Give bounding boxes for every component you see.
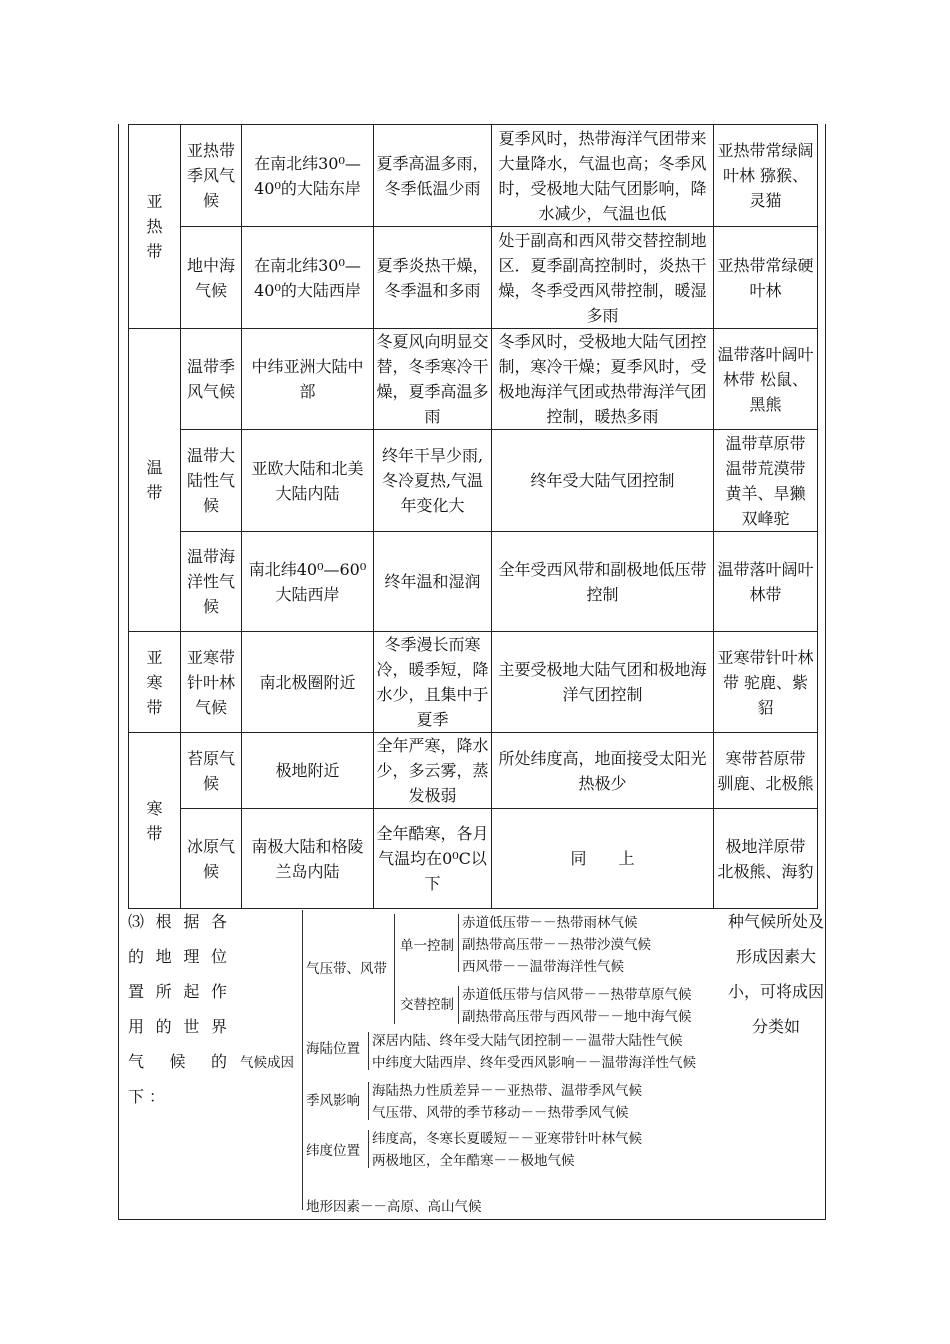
location-cell: 极地附近 [242,733,374,809]
zone-cell: 亚寒带 [129,632,181,733]
zone-cell: 亚热带 [129,125,181,329]
intro-left-text: ⑶根据各的地理位置所起作用的世界气候的下： [128,912,232,1106]
vegetation-cell: 寒带苔原带 驯鹿、北极熊 [714,733,818,809]
cause-cell: 同 上 [492,809,714,909]
features-cell: 终年温和湿润 [374,532,492,632]
group-pressure-wind: 气压带、风带 [306,961,387,977]
table-row [129,632,818,733]
vegetation-cell: 亚热带常绿硬 叶林 [714,227,818,329]
climate-name-cell: 地中海气候 [181,227,242,329]
single-control-label: 单一控制 [400,938,454,954]
cause-cell: 处于副高和西风带交替控制地区．夏季副高控制时，炎热干燥，冬季受西风带控制，暖湿多雨 [492,227,714,329]
alternate-item: 赤道低压带与信风带－－热带草原气候 [462,987,692,1003]
climate-name-cell: 温带季风气候 [181,329,242,430]
climate-name-cell: 温带大陆性气候 [181,430,242,532]
group-terrain: 地形因素－－高原、高山气候 [306,1199,482,1215]
root-bracket [302,910,303,1210]
group-sea-land: 海陆位置 [306,1041,360,1057]
zone-cell: 温带 [129,329,181,632]
location-cell: 在南北纬30⁰—40⁰的大陆东岸 [242,125,374,227]
root-label: 气候成因 [240,1055,294,1071]
cause-cell: 主要受极地大陆气团和极地海洋气团控制 [492,632,714,733]
location-cell: 南北纬40⁰—60⁰大陆西岸 [242,532,374,632]
single-bracket [458,914,459,972]
group2-item: 中纬度大陆西岸、终年受西风影响－－温带海洋性气候 [372,1055,696,1071]
cause-cell: 终年受大陆气团控制 [492,430,714,532]
table-row [129,227,818,329]
vegetation-cell: 亚热带常绿阔叶林 猕猴、灵猫 [714,125,818,227]
climate-table [128,124,818,909]
location-cell: 亚欧大陆和北美大陆内陆 [242,430,374,532]
climate-name-cell: 苔原气候 [181,733,242,809]
cause-cell: 所处纬度高，地面接受太阳光热极少 [492,733,714,809]
climate-name-cell: 亚寒带针叶林气候 [181,632,242,733]
single-item: 副热带高压带－－热带沙漠气候 [462,937,651,953]
climate-cause-diagram [240,904,720,1214]
climate-name-cell: 冰原气候 [181,809,242,909]
location-cell: 南北极圈附近 [242,632,374,733]
group4-item: 两极地区，全年酷寒－－极地气候 [372,1153,575,1169]
table-row [129,733,818,809]
alternate-bracket [458,986,459,1024]
vegetation-cell: 温带落叶阔叶林带 [714,532,818,632]
group3-item: 气压带、风带的季节移动－－热带季风气候 [372,1105,629,1121]
group2-bracket [368,1032,369,1070]
features-cell: 终年干旱少雨,冬冷夏热,气温年变化大 [374,430,492,532]
zone-cell: 寒带 [129,733,181,909]
group-monsoon: 季风影响 [306,1093,360,1109]
table-row [129,329,818,430]
cause-cell: 全年受西风带和副极地低压带控制 [492,532,714,632]
group1-bracket [394,914,395,1024]
features-cell: 夏季炎热干燥，冬季温和多雨 [374,227,492,329]
table-row [129,125,818,227]
intro-right-text: 种气候所处及形成因素大小，可将成因分类如 [728,912,825,1036]
location-cell: 中纬亚洲大陆中部 [242,329,374,430]
single-item: 西风带－－温带海洋性气候 [462,959,624,975]
table-row [129,809,818,909]
group4-bracket [368,1130,369,1168]
features-cell: 冬夏风向明显交替，冬季寒冷干燥，夏季高温多雨 [374,329,492,430]
location-cell: 在南北纬30⁰—40⁰的大陆西岸 [242,227,374,329]
vegetation-cell: 温带草原带 温带荒漠带 黄羊、旱獭 双峰驼 [714,430,818,532]
features-cell: 全年严寒，降水少，多云雾，蒸发极弱 [374,733,492,809]
table-row [129,532,818,632]
vegetation-cell: 亚寒带针叶林带 驼鹿、紫貂 [714,632,818,733]
single-item: 赤道低压带－－热带雨林气候 [462,915,638,931]
group2-item: 深居内陆、终年受大陆气团控制－－温带大陆性气候 [372,1033,683,1049]
table-row [129,430,818,532]
cause-cell: 冬季风时，受极地大陆气团控制，寒冷干燥；夏季风时，受极地海洋气团或热带海洋气团控制，暖热多雨 [492,329,714,430]
group-latitude: 纬度位置 [306,1143,360,1159]
vegetation-cell: 温带落叶阔叶林带 松鼠、黑熊 [714,329,818,430]
group4-item: 纬度高，冬寒长夏暖短－－亚寒带针叶林气候 [372,1131,642,1147]
alternate-item: 副热带高压带与西风带－－地中海气候 [462,1009,692,1025]
climate-cause-section [128,904,825,1215]
cause-cell: 夏季风时，热带海洋气团带来大量降水，气温也高；冬季风时，受极地大陆气团影响，降水减少，气温也低 [492,125,714,227]
alternate-control-label: 交替控制 [400,997,454,1013]
features-cell: 冬季漫长而寒冷，暖季短，降水少，且集中于夏季 [374,632,492,733]
location-cell: 南极大陆和格陵兰岛内陆 [242,809,374,909]
features-cell: 全年酷寒，各月气温均在0⁰C以下 [374,809,492,909]
vegetation-cell: 极地洋原带 北极熊、海豹 [714,809,818,909]
features-cell: 夏季高温多雨，冬季低温少雨 [374,125,492,227]
climate-name-cell: 温带海洋性气候 [181,532,242,632]
group3-bracket [368,1082,369,1120]
climate-name-cell: 亚热带季风气候 [181,125,242,227]
group3-item: 海陆热力性质差异－－亚热带、温带季风气候 [372,1083,642,1099]
